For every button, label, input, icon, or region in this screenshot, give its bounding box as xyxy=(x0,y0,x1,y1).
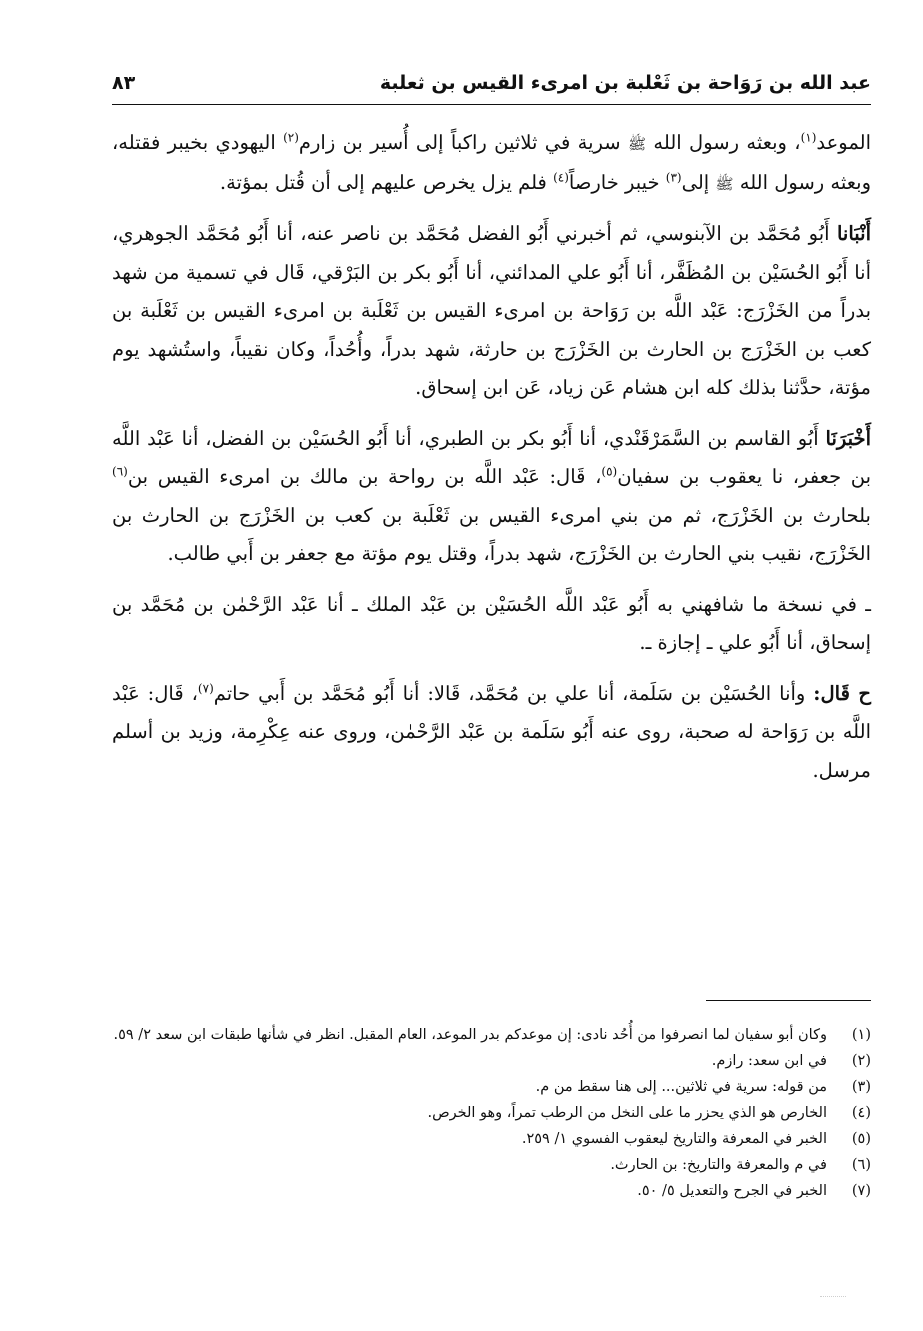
text-run: خيبر خارصاً xyxy=(568,170,666,194)
text-run: ، وبعثه رسول الله xyxy=(646,131,801,154)
footnote-number: (٥) xyxy=(851,1131,871,1147)
footnote-text: في ابن سعد: رازم. xyxy=(711,1053,827,1069)
running-header xyxy=(112,66,871,100)
footnote-number: (٤) xyxy=(851,1105,871,1121)
scan-artifact xyxy=(820,1296,846,1307)
footnote-number: (٦) xyxy=(851,1157,871,1173)
footnote-text: الخبر في الجرح والتعديل ٥/ ٥٠. xyxy=(637,1183,827,1199)
paragraph-lead: ح قَال: xyxy=(813,681,872,705)
footnote xyxy=(112,1048,871,1074)
text-run: اليهودي بخيبر فقتله، وبعثه رسول الله xyxy=(112,131,871,194)
page-number: ٨٣ xyxy=(112,72,136,94)
footnote-ref: (٤) xyxy=(553,170,569,184)
text-run: فلم يزل يخرص عليهم إلى أن قُتل بمؤتة. xyxy=(219,170,554,194)
main-text xyxy=(112,124,871,802)
text-run: إلى xyxy=(681,170,716,194)
footnote-ref: (١) xyxy=(800,130,817,145)
footnote-ref: (٦) xyxy=(112,464,128,479)
text-run: أَبُو مُحَمَّد بن الآبنوسي، ثم أخبرني أَبُو الفضل مُحَمَّد بن ناصر عنه، أنا أَبُو مُحَمَّد الجوهري، أنا أَبُو الحُسَيْن بن المُظَفَّر، أنا أَبُو علي المدائني، أنا أَبُو بكر بن البَرْقي، قَال في تسمية من شهد بدراً من الخَزْرَج: عَبْد اللَّه بن رَوَاحة بن امرىء القيس بن ثَعْلَبة بن امرىء القيس بن ثَعْلَبة بن كعب بن الخَزْرَج بن الحارث بن الخَزْرَج بن حارثة، شهد بدراً، وأُحُداً، وكان نقيباً، واستُشهد يوم مؤتة، حدَّثنا بذلك كله ابن هشام عَن زياد، عَن ابن إسحاق. xyxy=(112,222,871,399)
text-run: ـ في نسخة ما شافهني به أَبُو عَبْد اللَّه الحُسَيْن بن عَبْد الملك ـ أنا عَبْد الرَّحْمٰن بن مُحَمَّد بن إسحاق، أنا أَبُو علي ـ إجازة ـ. xyxy=(112,592,871,654)
footnote xyxy=(112,1126,871,1152)
footnote-text: من قوله: سرية في ثلاثين... إلى هنا سقط من م. xyxy=(535,1079,827,1095)
footnote xyxy=(112,1022,871,1048)
footnote-number: (١) xyxy=(851,1027,871,1043)
footnote xyxy=(112,1074,871,1100)
footnote-ref: (٥) xyxy=(601,464,618,479)
footnote-text: الخبر في المعرفة والتاريخ ليعقوب الفسوي ١/ ٢٥٩. xyxy=(521,1131,827,1147)
footnote-number: (٢) xyxy=(851,1053,871,1069)
footnote-text: في م والمعرفة والتاريخ: بن الحارث. xyxy=(610,1157,827,1173)
footnote-text: الخارص هو الذي يحزر ما على النخل من الرطب تمراً، وهو الخرص. xyxy=(427,1105,827,1121)
footnote xyxy=(112,1152,871,1178)
footnotes xyxy=(112,1022,871,1204)
paragraph xyxy=(112,215,871,408)
footnote-ref: (٢) xyxy=(283,130,299,145)
text-run: وأنا الحُسَيْن بن سَلَمة، أنا علي بن مُحَمَّد، قَالا: أنا أَبُو مُحَمَّد بن أَبي حاتم xyxy=(213,681,814,705)
footnote-ref: (٧) xyxy=(197,681,214,695)
salla-glyph: ﷺ xyxy=(627,135,647,153)
paragraph-lead: أَنْبَانا xyxy=(836,222,871,245)
header-title: عبد الله بن رَوَاحة بن ثَعْلبة بن امرىء القيس بن ثعلبة xyxy=(379,72,871,94)
text-run: أَبُو القاسم بن السَّمَرْقَنْدي، أنا أَبُو بكر بن الطبري، أنا أَبُو الحُسَيْن بن الفضل، أنا عَبْد اللَّه بن جعفر، نا يعقوب بن سفيان xyxy=(112,426,871,488)
footnote-number: (٣) xyxy=(851,1079,871,1095)
paragraph-lead: أَخْبَرَنَا xyxy=(825,426,871,450)
text-run: سرية في ثلاثين راكباً إلى أُسير بن زارم xyxy=(298,131,628,154)
footnote-divider xyxy=(706,1000,871,1001)
footnote-text: وكان أبو سفيان لما انصرفوا من أُحُد نادى: إن موعدكم بدر الموعد، العام المقبل. انظر في شأنها طبقات ابن سعد ٢/ ٥٩. xyxy=(113,1027,827,1043)
header-divider xyxy=(112,104,871,105)
text-run: ، قَال: عَبْد اللَّه بن رواحة بن مالك بن امرىء القيس بن xyxy=(127,465,602,488)
footnote-number: (٧) xyxy=(851,1183,871,1199)
footnote-ref: (٣) xyxy=(665,170,682,184)
footnote xyxy=(112,1100,871,1126)
paragraph xyxy=(112,420,871,574)
paragraph xyxy=(112,586,871,663)
salla-glyph: ﷺ xyxy=(715,174,734,193)
footnote xyxy=(112,1178,871,1204)
text-run: الموعد xyxy=(816,131,871,154)
paragraph xyxy=(112,675,871,791)
paragraph xyxy=(112,124,871,203)
text-run: ، قَال: عَبْد اللَّه بن رَوَاحة له صحبة، روى عنه أَبُو سَلَمة بن عَبْد الرَّحْمٰن، وروى عنه عِكْرِمة، وزيد بن أسلم مرسل. xyxy=(112,681,871,782)
text-run: بلحارث بن الخَزْرَج، ثم من بني امرىء القيس بن ثَعْلَبة بن كعب بن الخَزْرَج بن الحارث بن الخَزْرَج، نقيب بني الحارث بن الخَزْرَج، شهد بدراً، وقتل يوم مؤتة مع جعفر بن أَبي طالب. xyxy=(112,503,871,565)
